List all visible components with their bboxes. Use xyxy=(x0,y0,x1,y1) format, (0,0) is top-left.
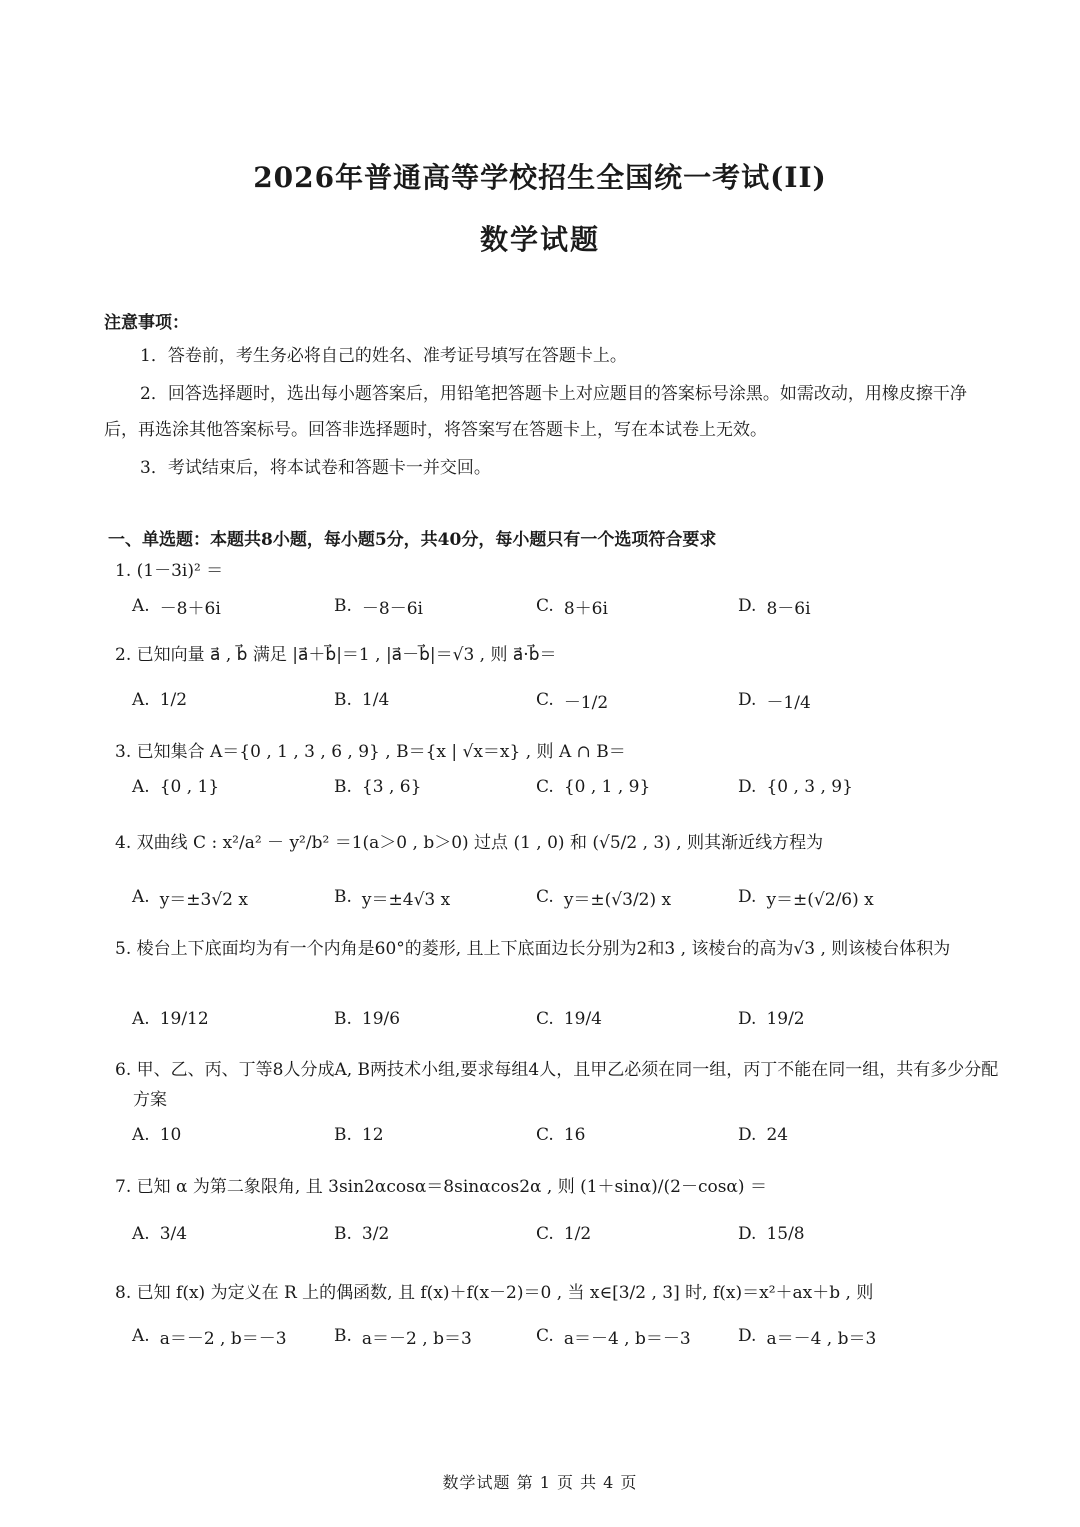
option-b-text: －8－6i xyxy=(361,598,423,619)
option-c-text: a＝－4 , b＝－3 xyxy=(563,1328,691,1349)
option-d-text: a＝－4 , b＝3 xyxy=(766,1328,877,1349)
option-b-text: 12 xyxy=(361,1125,384,1145)
option-c: C. y＝±(√3/2) x xyxy=(536,875,671,919)
question-6-stem: 6. 甲、乙、丙、丁等8人分成A, B两技术小组,要求每组4人，且甲乙必须在同一组，丙丁不能在同一组，共有多少分配方案 xyxy=(115,1060,999,1110)
option-c-text: 19/4 xyxy=(563,1009,602,1029)
option-a: A. 19/12 xyxy=(132,1009,209,1029)
option-d-text: －1/4 xyxy=(766,692,811,713)
option-a-text: 3/4 xyxy=(159,1224,188,1244)
question-3-options xyxy=(132,765,982,809)
option-d: D. 15/8 xyxy=(738,1224,805,1244)
option-d-text: 15/8 xyxy=(766,1224,805,1244)
option-d: D. a＝－4 , b＝3 xyxy=(738,1314,876,1358)
notice-item-2: 2．回答选择题时，选出每小题答案后，用铅笔把答题卡上对应题目的答案标号涂黑。如需改动，用橡皮擦干净后，再选涂其他答案标号。回答非选择题时，将答案写在答题卡上，写在本试卷上无效。 xyxy=(104,384,967,440)
option-b: B. 12 xyxy=(334,1125,384,1145)
option-b: B. a＝－2 , b＝3 xyxy=(334,1314,472,1358)
option-d-text: 24 xyxy=(766,1125,789,1145)
option-a: A. 1/2 xyxy=(132,690,188,710)
option-c-text: 8＋6i xyxy=(563,598,608,619)
question-7-stem: 7. 已知 α 为第二象限角, 且 3sin2αcosα＝8sinαcos2α , 则 (1＋sinα)/(2－cosα) ＝ xyxy=(115,1177,767,1197)
option-d: D. 24 xyxy=(738,1125,789,1145)
option-c: C. 8＋6i xyxy=(536,584,608,628)
question-1-stem: 1. (1－3i)² ＝ xyxy=(115,561,224,581)
option-b-text: {3 , 6} xyxy=(361,777,422,797)
option-c: C. a＝－4 , b＝－3 xyxy=(536,1314,691,1358)
question-5-stem: 5. 棱台上下底面均为有一个内角是60°的菱形, 且上下底面边长分别为2和3 , 该棱台的高为√3 , 则该棱台体积为 xyxy=(115,939,951,959)
option-c: C. －1/2 xyxy=(536,678,608,722)
option-c-text: 1/2 xyxy=(563,1224,592,1244)
notice-heading: 注意事项： xyxy=(104,313,189,333)
option-d-text: 8－6i xyxy=(766,598,811,619)
option-b: B. y＝±4√3 x xyxy=(334,875,450,919)
option-a-text: a＝－2 , b＝－3 xyxy=(159,1328,287,1349)
option-b-text: a＝－2 , b＝3 xyxy=(361,1328,472,1349)
question-1-options xyxy=(132,584,982,628)
option-b: B. 3/2 xyxy=(334,1224,390,1244)
option-a-text: 19/12 xyxy=(159,1009,209,1029)
exam-title: 2026年普通高等学校招生全国统一考试(II) xyxy=(253,161,827,194)
option-b: B. 19/6 xyxy=(334,1009,401,1029)
option-c: C. 16 xyxy=(536,1125,586,1145)
section-heading: 一、单选题：本题共8小题，每小题5分，共40分，每小题只有一个选项符合要求 xyxy=(108,530,717,550)
option-c: C. {0 , 1 , 9} xyxy=(536,777,651,797)
option-d: D. 8－6i xyxy=(738,584,811,628)
exam-subject: 数学试题 xyxy=(479,223,600,256)
option-a: A. 3/4 xyxy=(132,1224,188,1244)
question-2-options xyxy=(132,678,982,722)
notice-item-1: 1．答卷前，考生务必将自己的姓名、准考证号填写在答题卡上。 xyxy=(140,346,627,366)
question-4-options xyxy=(132,875,982,919)
question-5-options xyxy=(132,997,982,1041)
option-b: B. {3 , 6} xyxy=(334,777,422,797)
question-8-options xyxy=(132,1314,982,1358)
question-4-stem: 4. 双曲线 C : x²/a² － y²/b² ＝1(a＞0 , b＞0) 过点 (1 , 0) 和 (√5/2 , 3) , 则其渐近线方程为 xyxy=(115,833,824,853)
option-d: D. 19/2 xyxy=(738,1009,805,1029)
option-a: A. a＝－2 , b＝－3 xyxy=(132,1314,287,1358)
option-a: A. y＝±3√2 x xyxy=(132,875,248,919)
option-a-text: 10 xyxy=(159,1125,182,1145)
option-d-text: {0 , 3 , 9} xyxy=(766,777,853,797)
option-b-text: 3/2 xyxy=(361,1224,390,1244)
option-d: D. {0 , 3 , 9} xyxy=(738,777,853,797)
question-8-stem: 8. 已知 f(x) 为定义在 R 上的偶函数, 且 f(x)＋f(x－2)＝0 , 当 x∈[3/2 , 3] 时, f(x)＝x²＋ax＋b , 则 xyxy=(115,1283,874,1303)
option-c-text: y＝±(√3/2) x xyxy=(563,889,672,910)
option-a-text: y＝±3√2 x xyxy=(159,889,248,910)
option-b-text: y＝±4√3 x xyxy=(361,889,451,910)
option-a: A. 10 xyxy=(132,1125,182,1145)
question-3-stem: 3. 已知集合 A＝{0 , 1 , 3 , 6 , 9} , B＝{x | √x＝x} , 则 A ∩ B＝ xyxy=(115,742,626,762)
option-d-text: y＝±(√2/6) x xyxy=(766,889,874,910)
option-b-text: 19/6 xyxy=(361,1009,401,1029)
option-b: B. 1/4 xyxy=(334,690,390,710)
question-2-stem: 2. 已知向量 a⃗ , b⃗ 满足 |a⃗＋b⃗|＝1 , |a⃗－b⃗|＝√3 , 则 a⃗·b⃗＝ xyxy=(115,645,557,665)
question-6-options xyxy=(132,1113,982,1157)
option-b-text: 1/4 xyxy=(361,690,390,710)
option-d: D. －1/4 xyxy=(738,678,811,722)
question-7-options xyxy=(132,1212,982,1256)
option-c-text: {0 , 1 , 9} xyxy=(563,777,651,797)
notice-item-3: 3．考试结束后，将本试卷和答题卡一并交回。 xyxy=(140,458,491,478)
page-footer: 数学试题 第 1 页 共 4 页 xyxy=(442,1473,638,1492)
option-d: D. y＝±(√2/6) x xyxy=(738,875,874,919)
option-c: C. 1/2 xyxy=(536,1224,592,1244)
option-b: B. －8－6i xyxy=(334,584,423,628)
option-c-text: －1/2 xyxy=(563,692,609,713)
option-c: C. 19/4 xyxy=(536,1009,602,1029)
option-a-text: －8＋6i xyxy=(159,598,221,619)
option-a-text: 1/2 xyxy=(159,690,188,710)
option-c-text: 16 xyxy=(563,1125,586,1145)
option-a-text: {0 , 1} xyxy=(159,777,220,797)
option-d-text: 19/2 xyxy=(766,1009,805,1029)
option-a: A. －8＋6i xyxy=(132,584,221,628)
option-a: A. {0 , 1} xyxy=(132,777,220,797)
